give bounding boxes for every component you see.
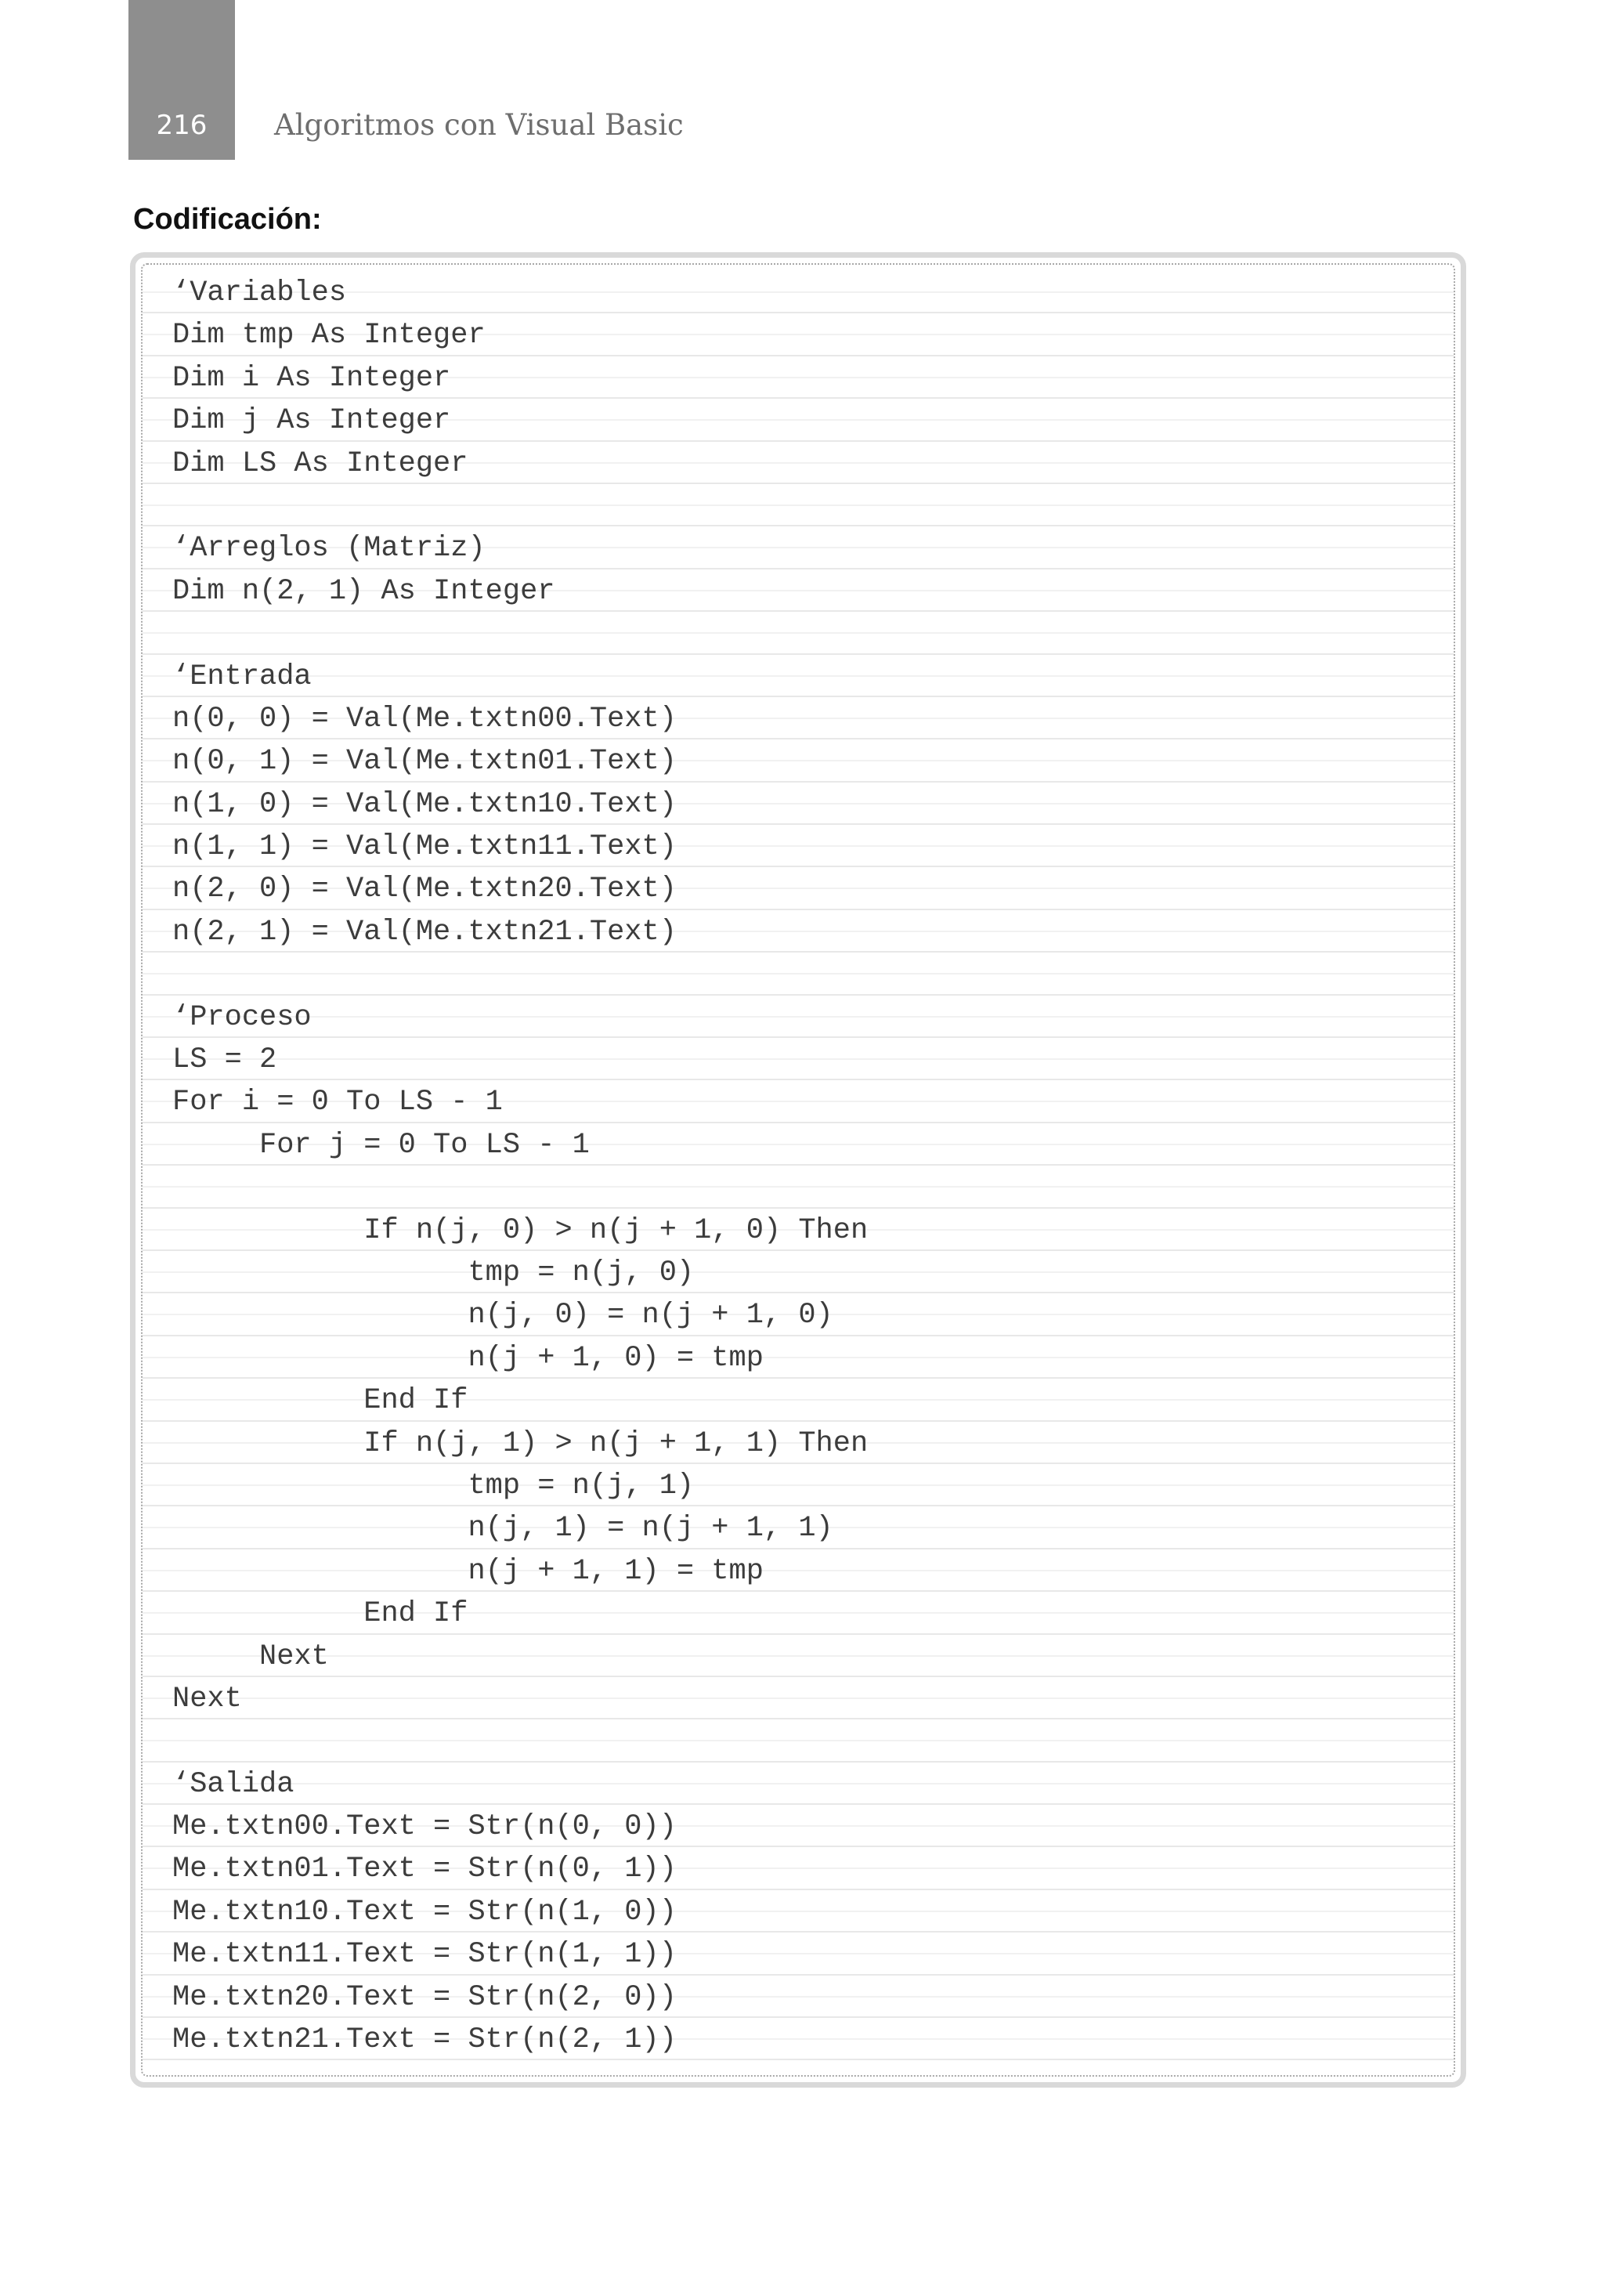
- code-line-text: End If: [172, 1597, 468, 1631]
- code-line-text: Next: [172, 1682, 242, 1716]
- code-line: [143, 1847, 1454, 1889]
- code-line-text: Dim n(2, 1) As Integer: [172, 574, 555, 608]
- code-line-text: Dim j As Integer: [172, 404, 451, 438]
- code-line: [143, 1166, 1454, 1208]
- code-line: [143, 1890, 1454, 1933]
- code-line: [143, 1506, 1454, 1549]
- code-line-text: n(j + 1, 0) = tmp: [172, 1341, 764, 1375]
- code-line: [143, 996, 1454, 1038]
- code-line-text: For i = 0 To LS - 1: [172, 1086, 503, 1119]
- code-line: [143, 1251, 1454, 1293]
- code-line: [143, 484, 1454, 526]
- code-line-text: Dim LS As Integer: [172, 447, 468, 480]
- code-line-text: tmp = n(j, 0): [172, 1256, 695, 1289]
- code-line: [143, 1293, 1454, 1336]
- page-number: 216: [156, 110, 208, 141]
- code-line: [143, 783, 1454, 825]
- code-line: [143, 1422, 1454, 1464]
- code-line-text: n(j, 0) = n(j + 1, 0): [172, 1299, 833, 1332]
- code-line: [143, 356, 1454, 399]
- code-line-text: ‘Entrada: [172, 660, 312, 693]
- code-line: [143, 910, 1454, 953]
- code-line: [143, 1038, 1454, 1080]
- code-line-text: End If: [172, 1384, 468, 1418]
- code-line: [143, 271, 1454, 313]
- code-line-text: Next: [172, 1640, 329, 1673]
- code-line: [143, 825, 1454, 867]
- code-line-text: ‘Variables: [172, 277, 347, 309]
- code-line-text: Me.txtn00.Text = Str(n(0, 0)): [172, 1810, 677, 1844]
- section-heading: Codificación:: [133, 203, 322, 236]
- code-line-text: tmp = n(j, 1): [172, 1469, 695, 1502]
- code-line-text: If n(j, 0) > n(j + 1, 0) Then: [172, 1213, 869, 1247]
- code-line: [143, 953, 1454, 995]
- code-line-text: n(0, 0) = Val(Me.txtn00.Text): [172, 702, 677, 736]
- code-line: [143, 1080, 1454, 1123]
- code-line-text: Me.txtn20.Text = Str(n(2, 0)): [172, 1980, 677, 2014]
- code-line-text: For j = 0 To LS - 1: [172, 1128, 590, 1162]
- code-line: [143, 2018, 1454, 2060]
- code-line-text: n(0, 1) = Val(Me.txtn01.Text): [172, 745, 677, 779]
- code-listing-lines: [143, 271, 1454, 2077]
- code-line-text: n(2, 1) = Val(Me.txtn21.Text): [172, 915, 677, 949]
- code-line: [143, 1719, 1454, 1762]
- code-line: [143, 612, 1454, 654]
- code-line-text: ‘Salida: [172, 1767, 294, 1801]
- code-line: [143, 1763, 1454, 1805]
- code-line: [143, 867, 1454, 909]
- code-line-text: ‘Arreglos (Matriz): [172, 532, 486, 566]
- code-line-text: n(1, 0) = Val(Me.txtn10.Text): [172, 787, 677, 821]
- code-listing-inner-border: [141, 263, 1455, 2077]
- code-line-text: Me.txtn21.Text = Str(n(2, 1)): [172, 2023, 677, 2057]
- code-line-text: LS = 2: [172, 1043, 277, 1077]
- code-line: [143, 399, 1454, 441]
- code-line: [143, 1805, 1454, 1847]
- code-line-text: Dim i As Integer: [172, 361, 451, 395]
- code-line-text: Dim tmp As Integer: [172, 319, 486, 353]
- code-line: [143, 313, 1454, 356]
- code-line: [143, 655, 1454, 697]
- code-line: [143, 2060, 1454, 2077]
- code-line: [143, 442, 1454, 484]
- code-line-text: n(j + 1, 1) = tmp: [172, 1554, 764, 1588]
- code-line-text: ‘Proceso: [172, 1000, 312, 1034]
- code-line: [143, 1549, 1454, 1592]
- code-line-text: n(1, 1) = Val(Me.txtn11.Text): [172, 830, 677, 864]
- code-line: [143, 1976, 1454, 2018]
- code-line: [143, 739, 1454, 782]
- code-line: [143, 1209, 1454, 1251]
- code-listing-box: [130, 252, 1466, 2088]
- code-line: [143, 1379, 1454, 1421]
- running-title: Algoritmos con Visual Basic: [274, 108, 684, 142]
- code-line-text: Me.txtn01.Text = Str(n(0, 1)): [172, 1853, 677, 1886]
- code-line: [143, 697, 1454, 739]
- code-line: [143, 1635, 1454, 1677]
- code-line: [143, 569, 1454, 612]
- code-line: [143, 1933, 1454, 1975]
- code-line-text: Me.txtn11.Text = Str(n(1, 1)): [172, 1938, 677, 1972]
- code-line: [143, 1592, 1454, 1634]
- code-line-text: n(2, 0) = Val(Me.txtn20.Text): [172, 873, 677, 906]
- code-line-text: Me.txtn10.Text = Str(n(1, 0)): [172, 1895, 677, 1929]
- code-line: [143, 526, 1454, 569]
- code-line: [143, 1123, 1454, 1166]
- code-line: [143, 1464, 1454, 1506]
- code-line: [143, 1677, 1454, 1719]
- code-line-text: n(j, 1) = n(j + 1, 1): [172, 1512, 833, 1546]
- code-line: [143, 1336, 1454, 1379]
- code-line-text: If n(j, 1) > n(j + 1, 1) Then: [172, 1426, 869, 1460]
